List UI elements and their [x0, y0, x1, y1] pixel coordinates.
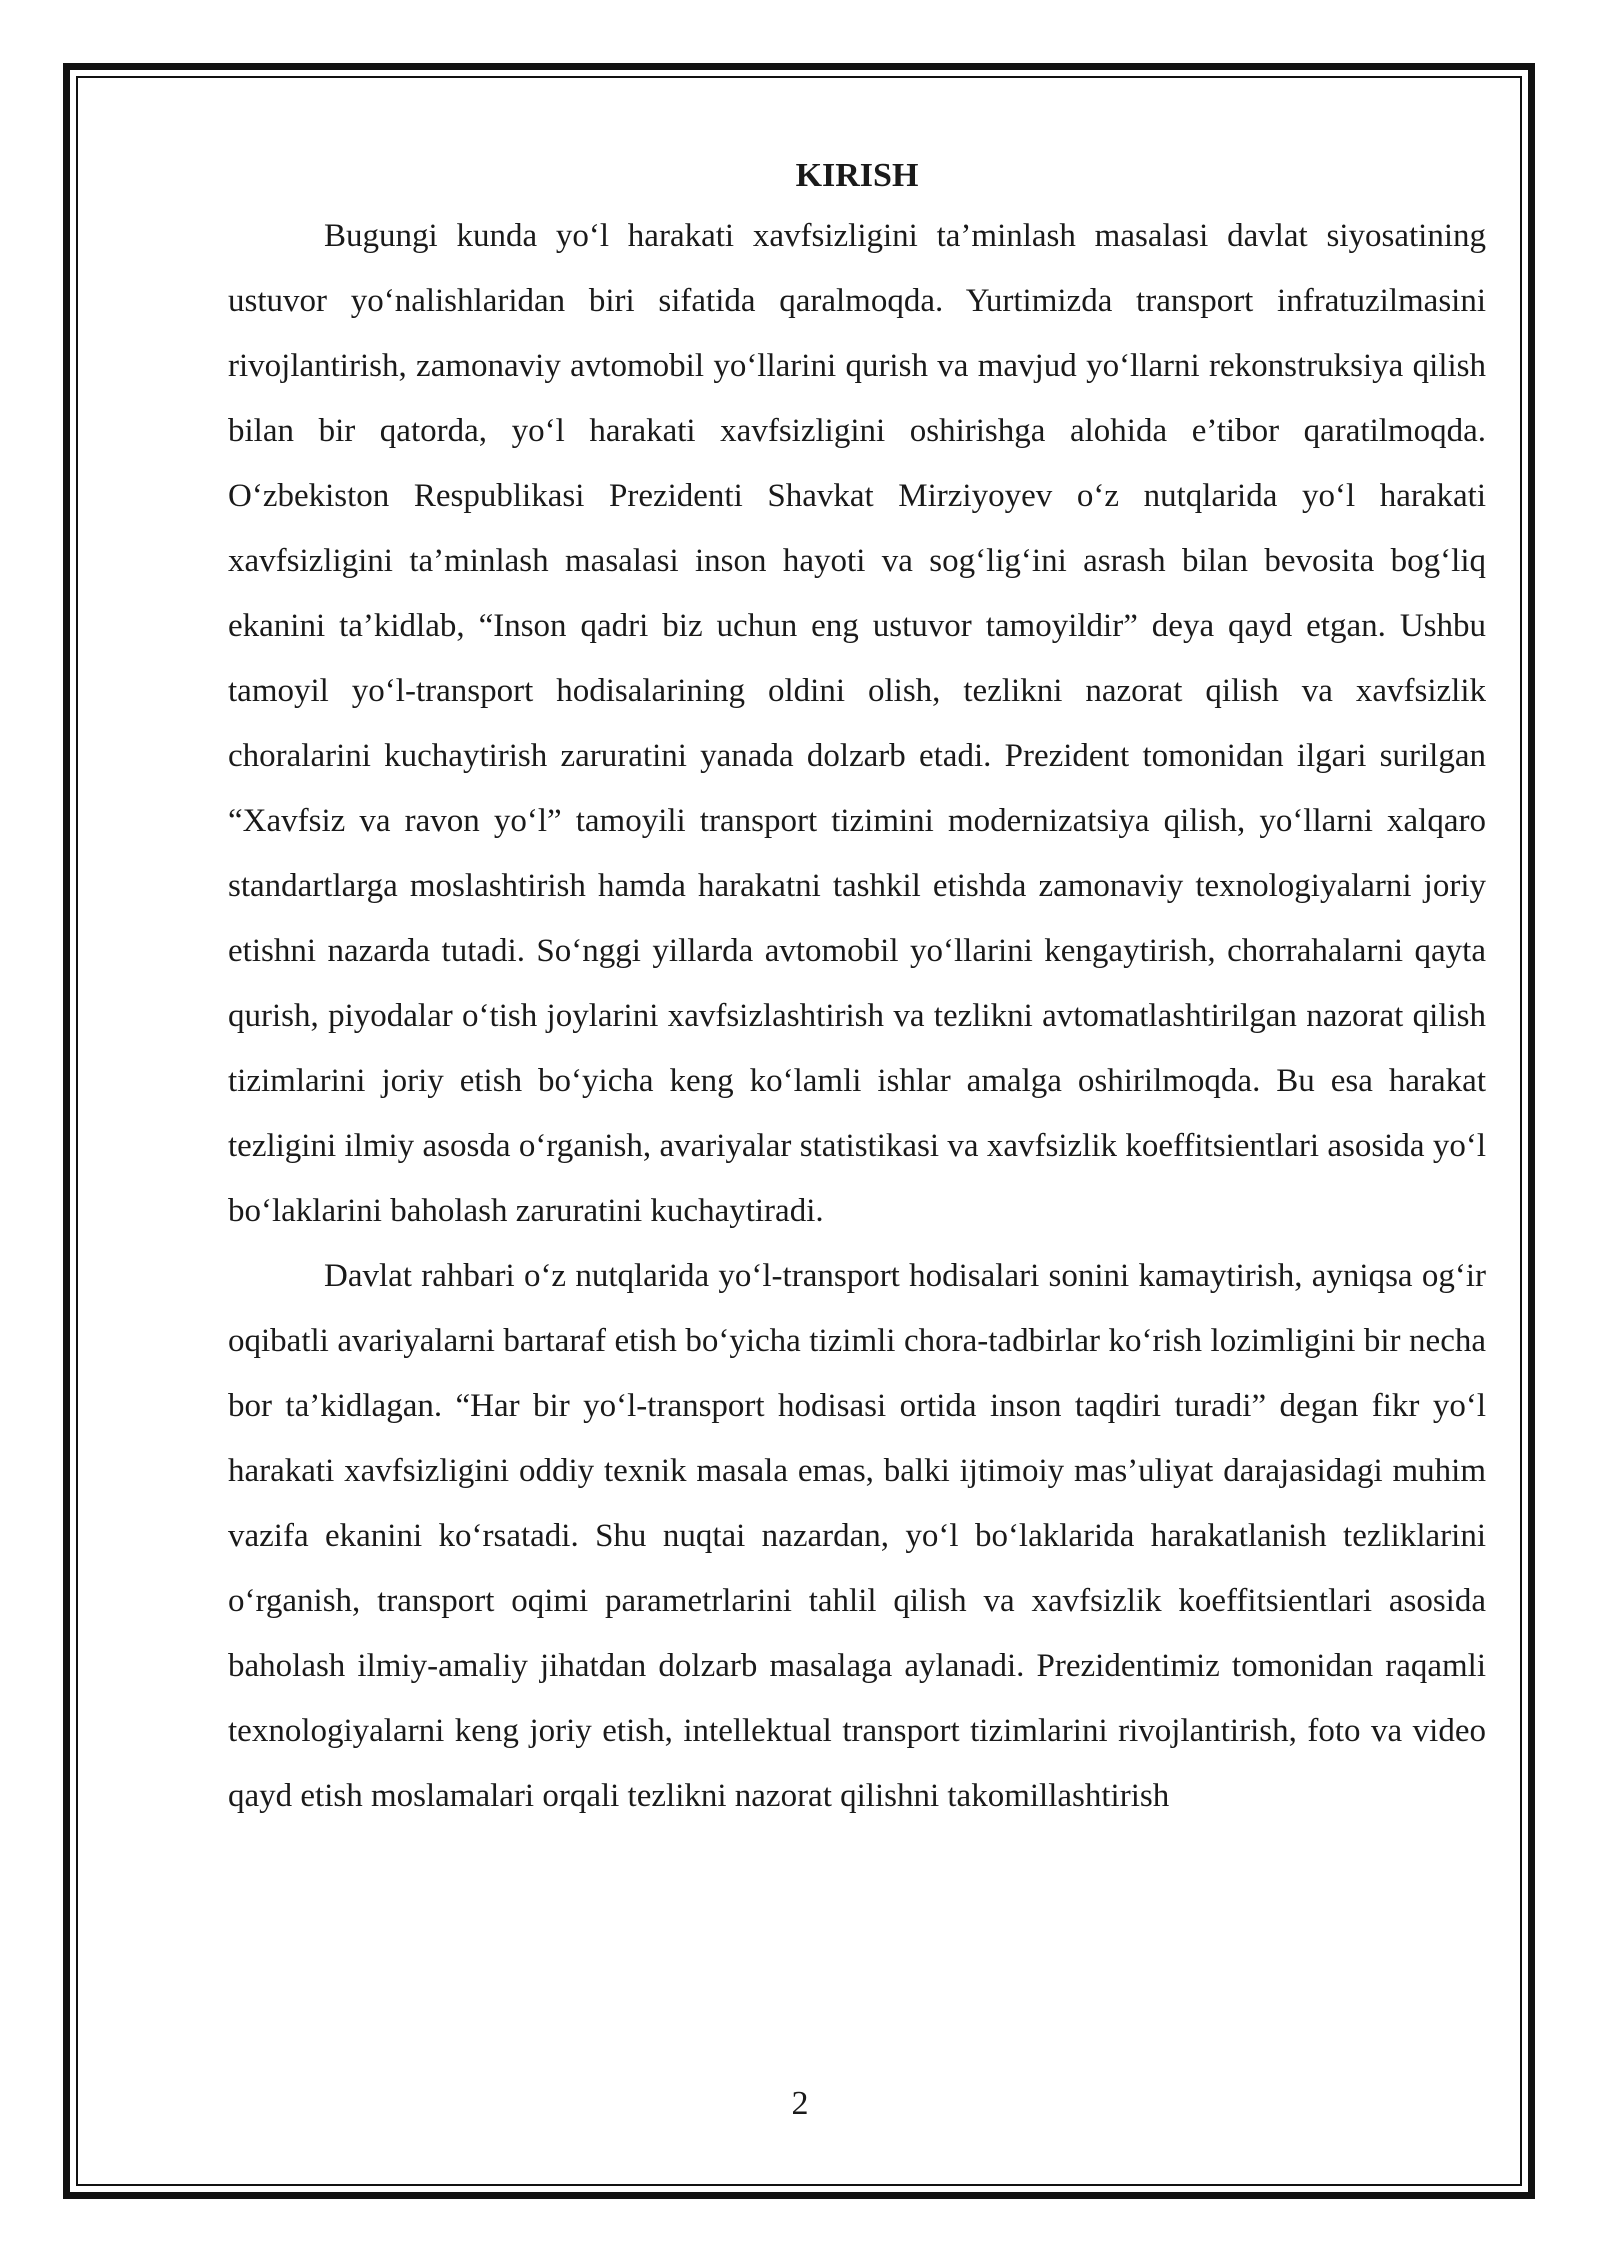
paragraph-2: Davlat rahbari o‘z nutqlarida yo‘l-transport hodisalari sonini kamaytirish, ayniqsa og‘ir oqibatli avariyalarni bartaraf etish bo‘yicha tizimli chora-tadbirlar ko‘rish lozimligini bir necha bor ta’kidlagan. “Har bir yo‘l-transport hodisasi ortida inson taqdiri turadi” degan fikr yo‘l harakati xavfsizligini oddiy texnik masala emas, balki ijtimoiy mas’uliyat darajasidagi muhim vazifa ekanini ko‘rsatadi. Shu nuqtai nazardan, yo‘l bo‘laklarida harakatlanish tezliklarini o‘rganish, transport oqimi parametrlarini tahlil qilish va xavfsizlik koeffitsientlari asosida baholash ilmiy-amaliy jihatdan dolzarb masalaga aylanadi. Prezidentimiz tomonidan raqamli texnologiyalarni keng joriy etish, intellektual transport tizimlarini rivojlantirish, foto va video qayd etish moslamalari orqali tezlikni nazorat qilishni takomillashtirish — [228, 1258, 1486, 1814]
paragraph-1: Bugungi kunda yo‘l harakati xavfsizligini ta’minlash masalasi davlat siyosatining ustuvor yo‘nalishlaridan biri sifatida qaralmoqda. Yurtimizda transport infratuzilmasini rivojlantirish, zamonaviy avtomobil yo‘llarini qurish va mavjud yo‘llarni rekonstruksiya qilish bilan bir qatorda, yo‘l harakati xavfsizligini oshirishga alohida e’tibor qaratilmoqda. O‘zbekiston Respublikasi Prezidenti Shavkat Mirziyoyev o‘z nutqlarida yo‘l harakati xavfsizligini ta’minlash masalasi inson hayoti va sog‘lig‘ini asrash bilan bevosita bog‘liq ekanini ta’kidlab, “Inson qadri biz uchun eng ustuvor tamoyildir” deya qayd etgan. Ushbu tamoyil yo‘l-transport hodisalarining oldini olish, tezlikni nazorat qilish va xavfsizlik choralarini kuchaytirish zaruratini yanada dolzarb etadi. Prezident tomonidan ilgari surilgan “Xavfsiz va ravon yo‘l” tamoyili transport tizimini modernizatsiya qilish, yo‘llarni xalqaro standartlarga moslashtirish hamda harakatni tashkil etishda zamonaviy texnologiyalarni joriy etishni nazarda tutadi. So‘nggi yillarda avtomobil yo‘llarini kengaytirish, chorrahalarni qayta qurish, piyodalar o‘tish joylarini xavfsizlashtirish va tezlikni avtomatlashtirilgan nazorat qilish tizimlarini joriy etish bo‘yicha keng ko‘lamli ishlar amalga oshirilmoqda. Bu esa harakat tezligini ilmiy asosda o‘rganish, avariyalar statistikasi va xavfsizlik koeffitsientlari asosida yo‘l bo‘laklarini baholash zaruratini kuchaytiradi. — [228, 218, 1486, 1229]
page-content — [228, 148, 1486, 1829]
page-number: 2 — [791, 2085, 809, 2122]
section-title: KIRISH — [795, 157, 919, 194]
